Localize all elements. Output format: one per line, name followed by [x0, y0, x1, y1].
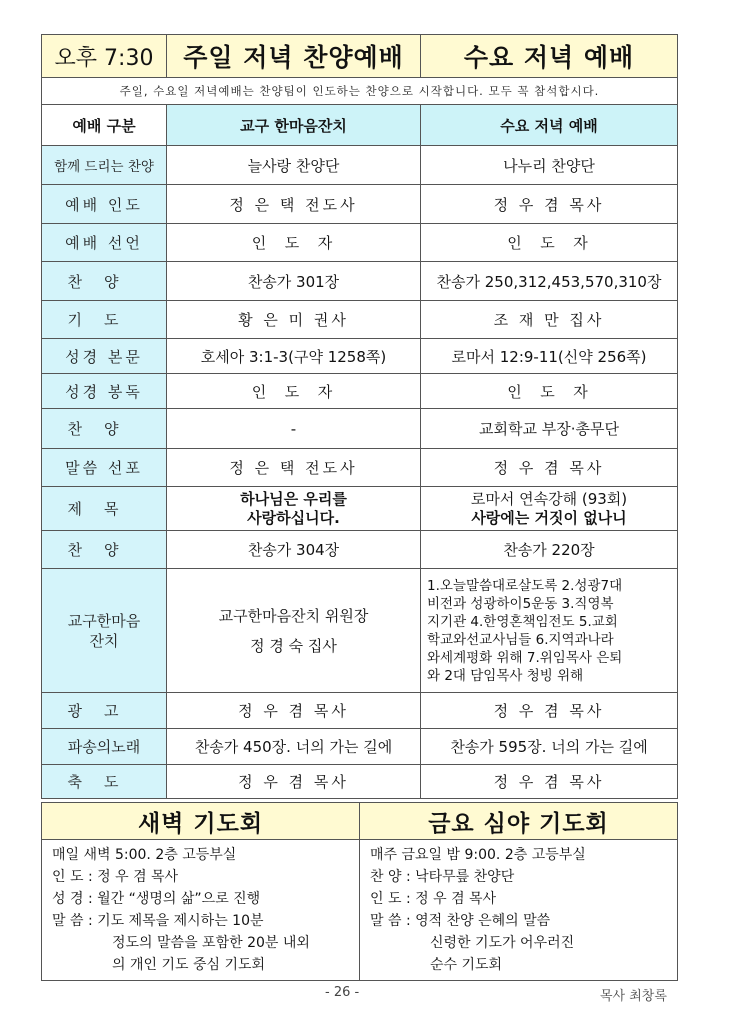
column-header-sunday: 교구 한마음잔치 — [167, 105, 421, 146]
row-label: 성경 본문 — [42, 339, 167, 374]
table-row — [42, 531, 678, 569]
row-label — [42, 569, 167, 693]
sunday-cell — [167, 569, 421, 693]
detail-line: 성 경 : 월간 “생명의 삶”으로 진행 — [52, 891, 261, 907]
prayer-topic-line: 비전과 성광하이5운동 3.직영복 — [427, 595, 614, 612]
row-label: 예배 인도 — [42, 185, 167, 224]
table-row — [42, 569, 678, 693]
friday-prayer-title: 금요 심야 기도회 — [360, 803, 678, 840]
wednesday-cell: 교회학교 부장·총무단 — [421, 409, 678, 449]
notice-row — [42, 78, 678, 105]
wednesday-cell: 인 도 자 — [421, 374, 678, 409]
table-row — [42, 224, 678, 262]
dawn-prayer-title: 새벽 기도회 — [42, 803, 360, 840]
prayer-topic-line: 지기관 4.한영혼책임전도 5.교회 — [427, 613, 618, 630]
sunday-cell: 찬송가 301장 — [167, 262, 421, 301]
detail-line: 신령한 기도가 어우러진 — [430, 935, 575, 951]
table-row — [42, 693, 678, 729]
detail-line: 매주 금요일 밤 9:00. 2층 고등부실 — [370, 847, 586, 863]
row-label: 파송의노래 — [42, 729, 167, 765]
row-label: 찬양 — [42, 409, 167, 449]
column-header-label: 예배 구분 — [42, 105, 167, 146]
row-label: 찬양 — [42, 531, 167, 569]
wednesday-cell: 정 우 겸 목사 — [421, 693, 678, 729]
table-row — [42, 146, 678, 185]
dawn-prayer-details — [42, 840, 360, 981]
wednesday-cell: 찬송가 220장 — [421, 531, 678, 569]
wednesday-cell: 인 도 자 — [421, 224, 678, 262]
detail-line: 말 씀 : 영적 찬양 은혜의 말씀 — [370, 913, 551, 929]
friday-prayer-details — [360, 840, 678, 981]
prayer-topic-line: 1.오늘말씀대로살도록 2.성광7대 — [427, 577, 623, 594]
wednesday-cell: 정 우 겸 목사 — [421, 449, 678, 487]
sermon-title-cell — [167, 487, 421, 531]
table-row — [42, 409, 678, 449]
row-label: 예배 선언 — [42, 224, 167, 262]
detail-line: 순수 기도회 — [430, 957, 503, 973]
row-label: 제목 — [42, 487, 167, 531]
title-row — [42, 35, 678, 78]
sermon-title-cell — [421, 487, 678, 531]
table-row — [42, 339, 678, 374]
table-row — [42, 765, 678, 799]
column-header-row — [42, 105, 678, 146]
sunday-cell: 찬송가 304장 — [167, 531, 421, 569]
table-row — [42, 729, 678, 765]
detail-line: 말 씀 : 기도 제목을 제시하는 10분 — [52, 913, 264, 929]
table-row — [42, 487, 678, 531]
sunday-cell: 정 우 겸 목사 — [167, 693, 421, 729]
row-label: 함께 드리는 찬양 — [42, 146, 167, 185]
author-name: 목사 최창록 — [600, 989, 667, 1004]
row-label: 찬양 — [42, 262, 167, 301]
detail-line: 정도의 말씀을 포함한 20분 내외 — [112, 935, 310, 951]
sunday-cell: 정 우 겸 목사 — [167, 765, 421, 799]
notice-text: 주일, 수요일 저녁예배는 찬양팀이 인도하는 찬양으로 시작합니다. 모두 꼭 참석합시다. — [42, 78, 678, 105]
row-label-line: 교구한마음 — [67, 611, 141, 630]
row-label-line: 잔치 — [89, 631, 119, 650]
sermon-title-line: 하나님은 우리를 — [240, 489, 347, 508]
row-label: 기도 — [42, 301, 167, 339]
table-row — [42, 449, 678, 487]
table-row — [42, 301, 678, 339]
prayer-meeting-body-row — [42, 840, 678, 981]
row-label: 성경 봉독 — [42, 374, 167, 409]
page-number: - 26 - — [325, 985, 360, 1000]
detail-line: 인 도 : 정 우 겸 목사 — [370, 891, 497, 907]
wednesday-evening-title: 수요 저녁 예배 — [421, 35, 678, 78]
detail-line: 인 도 : 정 우 겸 목사 — [52, 869, 179, 885]
wednesday-cell: 정 우 겸 목사 — [421, 185, 678, 224]
table-row — [42, 374, 678, 409]
sunday-cell: - — [167, 409, 421, 449]
detail-line: 의 개인 기도 중심 기도회 — [112, 957, 266, 973]
sunday-cell: 늘사랑 찬양단 — [167, 146, 421, 185]
prayer-topic-line: 학교와선교사님들 6.지역과나라 — [427, 631, 614, 648]
row-label: 광고 — [42, 693, 167, 729]
sermon-series-line: 로마서 연속강해 (93회) — [470, 489, 628, 508]
service-time: 오후 7:30 — [42, 35, 167, 78]
prayer-meeting-table — [41, 802, 678, 981]
row-label: 축도 — [42, 765, 167, 799]
table-row — [42, 185, 678, 224]
sunday-evening-title: 주일 저녁 찬양예배 — [167, 35, 421, 78]
committee-line: 정 경 숙 집사 — [250, 636, 337, 655]
sunday-cell: 정 은 택 전도사 — [167, 185, 421, 224]
worship-order-table — [41, 34, 678, 799]
wednesday-cell: 찬송가 595장. 너의 가는 길에 — [421, 729, 678, 765]
sunday-cell: 정 은 택 전도사 — [167, 449, 421, 487]
wednesday-cell: 나누리 찬양단 — [421, 146, 678, 185]
wednesday-cell: 찬송가 250,312,453,570,310장 — [421, 262, 678, 301]
wednesday-cell: 조 재 만 집사 — [421, 301, 678, 339]
sunday-cell: 황 은 미 권사 — [167, 301, 421, 339]
column-header-wednesday: 수요 저녁 예배 — [421, 105, 678, 146]
committee-line: 교구한마음잔치 위원장 — [218, 606, 369, 625]
detail-line: 매일 새벽 5:00. 2층 고등부실 — [52, 847, 237, 863]
sermon-title-line: 사랑에는 거짓이 없나니 — [471, 508, 627, 527]
prayer-topics-cell — [421, 569, 678, 693]
prayer-topic-line: 와세계평화 위해 7.위임목사 은퇴 — [427, 649, 623, 666]
wednesday-cell: 정 우 겸 목사 — [421, 765, 678, 799]
sermon-title-line: 사랑하십니다. — [247, 508, 340, 527]
wednesday-cell: 로마서 12:9-11(신약 256쪽) — [421, 339, 678, 374]
sunday-cell: 인 도 자 — [167, 374, 421, 409]
sunday-cell: 인 도 자 — [167, 224, 421, 262]
table-row — [42, 262, 678, 301]
row-label: 말씀 선포 — [42, 449, 167, 487]
prayer-topic-line: 와 2대 담임목사 청빙 위해 — [427, 667, 584, 684]
prayer-meeting-title-row — [42, 803, 678, 840]
sunday-cell: 호세아 3:1-3(구약 1258쪽) — [167, 339, 421, 374]
sunday-cell: 찬송가 450장. 너의 가는 길에 — [167, 729, 421, 765]
detail-line: 찬 양 : 낙타무릎 찬양단 — [370, 869, 515, 885]
